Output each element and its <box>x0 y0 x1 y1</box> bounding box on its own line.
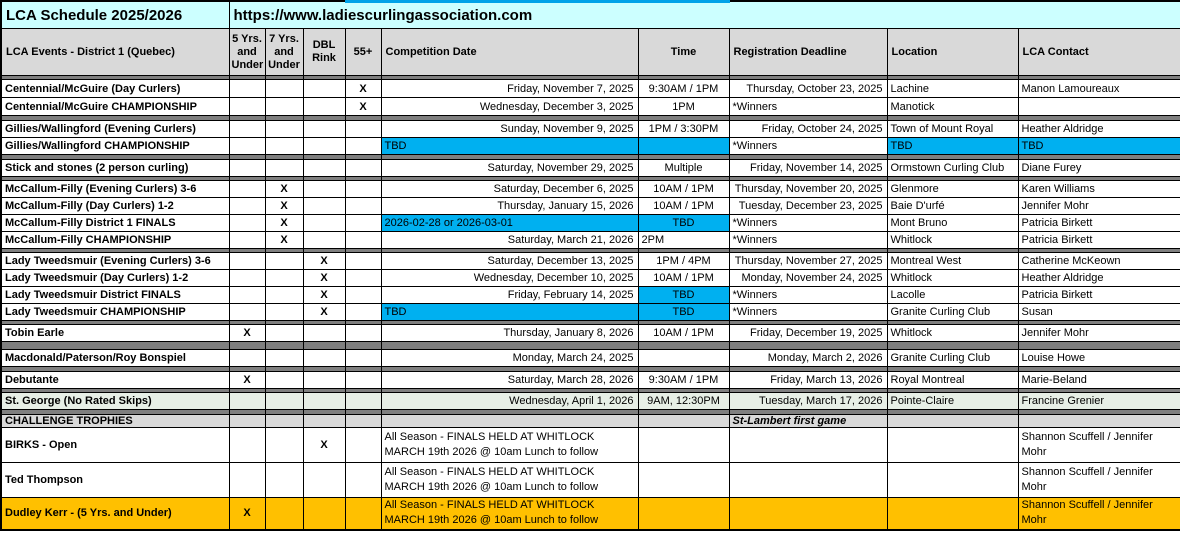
cell-date: TBD <box>381 138 638 155</box>
cell-y7 <box>265 98 303 116</box>
separator-cell <box>638 342 729 350</box>
table-row <box>1 325 1180 342</box>
cell-deadline <box>729 463 887 498</box>
cell-y5: X <box>229 372 265 389</box>
cell-event: Gillies/Wallingford (Evening Curlers) <box>1 121 229 138</box>
cell-dbl: X <box>303 428 345 463</box>
table-row <box>1 181 1180 198</box>
cell-time: 1PM <box>638 98 729 116</box>
cell-dbl <box>303 98 345 116</box>
cell-location: Whitlock <box>887 270 1018 287</box>
cell-dbl <box>303 372 345 389</box>
table-row <box>1 138 1180 155</box>
cell-date: Saturday, November 29, 2025 <box>381 160 638 177</box>
cell-contact: Catherine McKeown <box>1018 253 1180 270</box>
cell-location <box>887 463 1018 498</box>
cell-deadline: *Winners <box>729 232 887 249</box>
column-header-row <box>1 29 1180 76</box>
cell-contact: Manon Lamoureaux <box>1018 80 1180 98</box>
cell-event: St. George (No Rated Skips) <box>1 393 229 410</box>
cell-y5 <box>229 304 265 321</box>
cell-y5: X <box>229 325 265 342</box>
cell-p55 <box>345 215 381 232</box>
cell-y7 <box>265 372 303 389</box>
cell-event: McCallum-Filly (Day Curlers) 1-2 <box>1 198 229 215</box>
cell-y5 <box>229 415 265 428</box>
cell-deadline: Friday, March 13, 2026 <box>729 372 887 389</box>
cell-y7 <box>265 160 303 177</box>
table-row <box>1 253 1180 270</box>
cell-event: Gillies/Wallingford CHAMPIONSHIP <box>1 138 229 155</box>
table-row <box>1 160 1180 177</box>
cell-date: 2026-02-28 or 2026-03-01 <box>381 215 638 232</box>
cell-event: McCallum-Filly CHAMPIONSHIP <box>1 232 229 249</box>
cell-event: Lady Tweedsmuir CHAMPIONSHIP <box>1 304 229 321</box>
cell-y7: X <box>265 181 303 198</box>
cell-y7 <box>265 253 303 270</box>
cell-p55: X <box>345 98 381 116</box>
cell-event: McCallum-Filly (Evening Curlers) 3-6 <box>1 181 229 198</box>
cell-y7 <box>265 270 303 287</box>
cell-dbl: X <box>303 270 345 287</box>
cell-dbl <box>303 121 345 138</box>
separator-row <box>1 342 1180 350</box>
cell-event: CHALLENGE TROPHIES <box>1 415 229 428</box>
column-header-contact: LCA Contact <box>1018 29 1180 76</box>
cell-deadline: *Winners <box>729 98 887 116</box>
cell-y7 <box>265 393 303 410</box>
cell-time: 9:30AM / 1PM <box>638 372 729 389</box>
cell-p55 <box>345 463 381 498</box>
cell-deadline: Thursday, November 27, 2025 <box>729 253 887 270</box>
table-row <box>1 98 1180 116</box>
table-row <box>1 270 1180 287</box>
cell-dbl <box>303 498 345 530</box>
cell-date: All Season - FINALS HELD AT WHITLOCK MARCH 19th 2026 @ 10am Lunch to follow <box>381 498 638 530</box>
cell-location: Montreal West <box>887 253 1018 270</box>
cell-y7 <box>265 138 303 155</box>
cell-event: Macdonald/Paterson/Roy Bonspiel <box>1 350 229 367</box>
cell-deadline <box>729 498 887 530</box>
cell-time: 9:30AM / 1PM <box>638 80 729 98</box>
title-row <box>1 1 1180 29</box>
column-header-location: Location <box>887 29 1018 76</box>
cell-dbl: X <box>303 304 345 321</box>
cell-deadline: St-Lambert first game <box>729 415 887 428</box>
cell-y5 <box>229 215 265 232</box>
cell-time: Multiple <box>638 160 729 177</box>
cell-date: All Season - FINALS HELD AT WHITLOCK MARCH 19th 2026 @ 10am Lunch to follow <box>381 463 638 498</box>
table-row <box>1 121 1180 138</box>
cell-dbl <box>303 80 345 98</box>
separator-cell <box>345 342 381 350</box>
cell-y5 <box>229 232 265 249</box>
cell-dbl: X <box>303 253 345 270</box>
cell-p55 <box>345 160 381 177</box>
cell-dbl <box>303 181 345 198</box>
cell-location: Whitlock <box>887 232 1018 249</box>
cell-y7: X <box>265 232 303 249</box>
cell-location <box>887 415 1018 428</box>
cell-time: TBD <box>638 304 729 321</box>
table-row <box>1 372 1180 389</box>
separator-cell <box>729 342 887 350</box>
cell-location: Lacolle <box>887 287 1018 304</box>
cell-date: Wednesday, April 1, 2026 <box>381 393 638 410</box>
cell-deadline: *Winners <box>729 304 887 321</box>
cell-y5: X <box>229 498 265 530</box>
cell-location: Glenmore <box>887 181 1018 198</box>
cell-p55 <box>345 232 381 249</box>
cell-event: Stick and stones (2 person curling) <box>1 160 229 177</box>
separator-cell <box>887 342 1018 350</box>
table-row <box>1 304 1180 321</box>
cell-contact: Jennifer Mohr <box>1018 325 1180 342</box>
cell-location: Mont Bruno <box>887 215 1018 232</box>
cell-time: 1PM / 3:30PM <box>638 121 729 138</box>
cell-date: Saturday, March 28, 2026 <box>381 372 638 389</box>
cell-deadline <box>729 428 887 463</box>
cell-deadline: *Winners <box>729 287 887 304</box>
cell-contact: Karen Williams <box>1018 181 1180 198</box>
cell-y5 <box>229 138 265 155</box>
cell-event: Ted Thompson <box>1 463 229 498</box>
cell-event: Tobin Earle <box>1 325 229 342</box>
cell-y7: X <box>265 215 303 232</box>
separator-cell <box>229 342 265 350</box>
cell-p55 <box>345 270 381 287</box>
cell-dbl <box>303 160 345 177</box>
cell-time <box>638 498 729 530</box>
cell-p55: X <box>345 80 381 98</box>
column-header-dbl: DBL Rink <box>303 29 345 76</box>
cell-event: Debutante <box>1 372 229 389</box>
cell-time <box>638 428 729 463</box>
cell-dbl <box>303 350 345 367</box>
column-header-time: Time <box>638 29 729 76</box>
cell-y7 <box>265 121 303 138</box>
cell-location: TBD <box>887 138 1018 155</box>
cell-y5 <box>229 160 265 177</box>
cell-p55 <box>345 350 381 367</box>
separator-cell <box>381 342 638 350</box>
cell-event: Centennial/McGuire (Day Curlers) <box>1 80 229 98</box>
cell-location: Ormstown Curling Club <box>887 160 1018 177</box>
cell-dbl <box>303 138 345 155</box>
cell-y7 <box>265 325 303 342</box>
cell-contact <box>1018 98 1180 116</box>
cell-y5 <box>229 253 265 270</box>
section-row <box>1 415 1180 428</box>
cell-contact: Patricia Birkett <box>1018 215 1180 232</box>
cell-deadline: *Winners <box>729 138 887 155</box>
cell-y7 <box>265 304 303 321</box>
cell-y5 <box>229 428 265 463</box>
page-title: LCA Schedule 2025/2026 <box>1 1 229 29</box>
cell-date: All Season - FINALS HELD AT WHITLOCK MARCH 19th 2026 @ 10am Lunch to follow <box>381 428 638 463</box>
cell-dbl <box>303 198 345 215</box>
cell-time <box>638 463 729 498</box>
cell-y5 <box>229 181 265 198</box>
cell-p55 <box>345 287 381 304</box>
cell-location <box>887 498 1018 530</box>
table-row <box>1 498 1180 530</box>
table-row <box>1 463 1180 498</box>
cell-y5 <box>229 98 265 116</box>
cell-contact: Patricia Birkett <box>1018 287 1180 304</box>
cell-deadline: Monday, March 2, 2026 <box>729 350 887 367</box>
cell-time: 10AM / 1PM <box>638 270 729 287</box>
cell-event: Lady Tweedsmuir (Evening Curlers) 3-6 <box>1 253 229 270</box>
column-header-y5: 5 Yrs. and Under <box>229 29 265 76</box>
cell-contact: Diane Furey <box>1018 160 1180 177</box>
cell-time: 10AM / 1PM <box>638 181 729 198</box>
cell-p55 <box>345 121 381 138</box>
cell-contact: Shannon Scuffell / Jennifer Mohr <box>1018 498 1180 530</box>
cell-contact: Shannon Scuffell / Jennifer Mohr <box>1018 463 1180 498</box>
cell-location: Granite Curling Club <box>887 350 1018 367</box>
cell-date: Wednesday, December 10, 2025 <box>381 270 638 287</box>
cell-contact: Patricia Birkett <box>1018 232 1180 249</box>
cell-date: Wednesday, December 3, 2025 <box>381 98 638 116</box>
separator-cell <box>1 342 229 350</box>
cell-p55 <box>345 415 381 428</box>
cell-time <box>638 350 729 367</box>
cell-y5 <box>229 80 265 98</box>
cell-p55 <box>345 325 381 342</box>
cell-contact <box>1018 415 1180 428</box>
cell-dbl <box>303 393 345 410</box>
column-header-p55: 55+ <box>345 29 381 76</box>
cell-p55 <box>345 372 381 389</box>
cell-p55 <box>345 498 381 530</box>
cell-location: Manotick <box>887 98 1018 116</box>
cell-contact: Heather Aldridge <box>1018 121 1180 138</box>
cell-y7 <box>265 80 303 98</box>
cell-contact: Heather Aldridge <box>1018 270 1180 287</box>
cell-deadline: Thursday, November 20, 2025 <box>729 181 887 198</box>
cell-deadline: Thursday, October 23, 2025 <box>729 80 887 98</box>
cell-dbl <box>303 215 345 232</box>
cell-time: TBD <box>638 287 729 304</box>
table-row <box>1 80 1180 98</box>
cell-y5 <box>229 350 265 367</box>
table-row <box>1 393 1180 410</box>
cell-contact: Francine Grenier <box>1018 393 1180 410</box>
column-header-date: Competition Date <box>381 29 638 76</box>
top-accent-bar <box>345 0 730 3</box>
cell-y7 <box>265 463 303 498</box>
table-row <box>1 215 1180 232</box>
cell-y7 <box>265 350 303 367</box>
cell-p55 <box>345 138 381 155</box>
cell-event: BIRKS - Open <box>1 428 229 463</box>
cell-dbl <box>303 415 345 428</box>
cell-p55 <box>345 428 381 463</box>
column-header-y7: 7 Yrs. and Under <box>265 29 303 76</box>
cell-p55 <box>345 253 381 270</box>
cell-deadline: Tuesday, March 17, 2026 <box>729 393 887 410</box>
cell-date: Saturday, March 21, 2026 <box>381 232 638 249</box>
table-row <box>1 428 1180 463</box>
cell-time: 2PM <box>638 232 729 249</box>
cell-deadline: *Winners <box>729 215 887 232</box>
cell-y5 <box>229 287 265 304</box>
separator-cell <box>303 342 345 350</box>
cell-location: Pointe-Claire <box>887 393 1018 410</box>
cell-event: McCallum-Filly District 1 FINALS <box>1 215 229 232</box>
cell-event: Lady Tweedsmuir District FINALS <box>1 287 229 304</box>
cell-location: Royal Montreal <box>887 372 1018 389</box>
cell-y7 <box>265 428 303 463</box>
cell-event: Lady Tweedsmuir (Day Curlers) 1-2 <box>1 270 229 287</box>
cell-contact: Susan <box>1018 304 1180 321</box>
cell-date: TBD <box>381 304 638 321</box>
cell-location: Baie D'urfé <box>887 198 1018 215</box>
separator-cell <box>1018 342 1180 350</box>
cell-date: Sunday, November 9, 2025 <box>381 121 638 138</box>
cell-y7 <box>265 287 303 304</box>
cell-contact: Jennifer Mohr <box>1018 198 1180 215</box>
cell-p55 <box>345 181 381 198</box>
column-header-event: LCA Events - District 1 (Quebec) <box>1 29 229 76</box>
cell-time: TBD <box>638 215 729 232</box>
cell-p55 <box>345 393 381 410</box>
column-header-deadline: Registration Deadline <box>729 29 887 76</box>
cell-contact: Shannon Scuffell / Jennifer Mohr <box>1018 428 1180 463</box>
cell-location: Lachine <box>887 80 1018 98</box>
cell-date: Monday, March 24, 2025 <box>381 350 638 367</box>
cell-y5 <box>229 393 265 410</box>
cell-y7 <box>265 498 303 530</box>
cell-deadline: Friday, December 19, 2025 <box>729 325 887 342</box>
cell-dbl <box>303 325 345 342</box>
cell-deadline: Friday, November 14, 2025 <box>729 160 887 177</box>
cell-dbl <box>303 232 345 249</box>
cell-event: Dudley Kerr - (5 Yrs. and Under) <box>1 498 229 530</box>
cell-time: 10AM / 1PM <box>638 198 729 215</box>
separator-cell <box>265 342 303 350</box>
cell-location <box>887 428 1018 463</box>
table-row <box>1 287 1180 304</box>
cell-y5 <box>229 270 265 287</box>
cell-time <box>638 138 729 155</box>
table-row <box>1 198 1180 215</box>
cell-location: Town of Mount Royal <box>887 121 1018 138</box>
cell-p55 <box>345 198 381 215</box>
table-row <box>1 350 1180 367</box>
cell-contact: Marie-Beland <box>1018 372 1180 389</box>
cell-time: 9AM, 12:30PM <box>638 393 729 410</box>
cell-y7 <box>265 415 303 428</box>
cell-dbl <box>303 463 345 498</box>
cell-y5 <box>229 198 265 215</box>
cell-time: 1PM / 4PM <box>638 253 729 270</box>
cell-date: Friday, February 14, 2025 <box>381 287 638 304</box>
cell-contact: Louise Howe <box>1018 350 1180 367</box>
table-row <box>1 232 1180 249</box>
cell-contact: TBD <box>1018 138 1180 155</box>
cell-time <box>638 415 729 428</box>
cell-date: Thursday, January 15, 2026 <box>381 198 638 215</box>
cell-event: Centennial/McGuire CHAMPIONSHIP <box>1 98 229 116</box>
cell-y5 <box>229 463 265 498</box>
cell-deadline: Tuesday, December 23, 2025 <box>729 198 887 215</box>
cell-date: Saturday, December 6, 2025 <box>381 181 638 198</box>
cell-date <box>381 415 638 428</box>
cell-y5 <box>229 121 265 138</box>
cell-date: Saturday, December 13, 2025 <box>381 253 638 270</box>
cell-y7: X <box>265 198 303 215</box>
cell-date: Thursday, January 8, 2026 <box>381 325 638 342</box>
cell-location: Granite Curling Club <box>887 304 1018 321</box>
cell-deadline: Monday, November 24, 2025 <box>729 270 887 287</box>
website-link[interactable]: https://www.ladiescurlingassociation.com <box>229 1 1180 29</box>
cell-deadline: Friday, October 24, 2025 <box>729 121 887 138</box>
cell-dbl: X <box>303 287 345 304</box>
cell-time: 10AM / 1PM <box>638 325 729 342</box>
cell-location: Whitlock <box>887 325 1018 342</box>
cell-p55 <box>345 304 381 321</box>
cell-date: Friday, November 7, 2025 <box>381 80 638 98</box>
